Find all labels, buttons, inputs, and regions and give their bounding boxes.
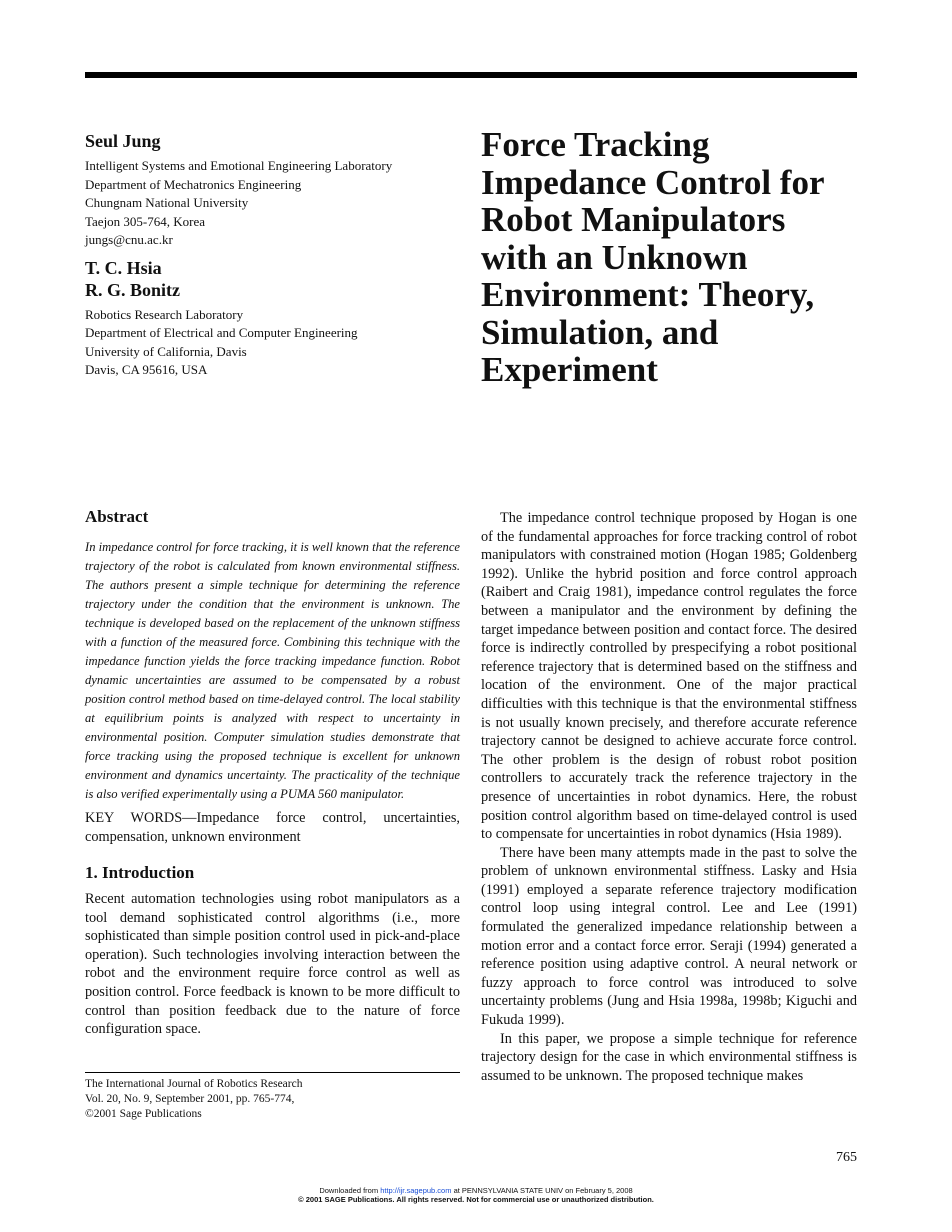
author-block — [85, 130, 465, 380]
affiliation-line: Davis, CA 95616, USA — [85, 362, 208, 377]
title-line: with an Unknown — [481, 237, 748, 277]
abstract-heading: Abstract — [85, 507, 149, 526]
source-link[interactable]: http://ijr.sagepub.com — [380, 1186, 452, 1195]
affiliation — [85, 306, 465, 380]
download-prefix: Downloaded from — [319, 1186, 381, 1195]
author-name: T. C. Hsia — [85, 257, 162, 278]
body-paragraph: In this paper, we propose a simple technique for reference trajectory design for the case in which environmental stiffness is assumed to be unknown. The proposed technique makes — [481, 1030, 857, 1084]
affiliation-line: University of California, Davis — [85, 343, 247, 359]
abstract-text: In impedance control for force tracking, it is well known that the reference trajectory of the robot is calculated from known environmental stiffness. The authors present a simple technique for determining the reference trajectory under the condition that the environment is unknown. The technique is developed based on the replacement of the unknown stiffness with a function of the measured force. Combining this technique with the impedance function yields the force tracking impedance function. Robot dynamic uncertainties are assumed to be compensated by a robust position control method based on time-delayed control. The local stability at equilibrium points is analyzed with respect to uncertainty in environmental position. Computer simulation studies demonstrate that force tracking using the proposed technique is excellent for unknown environment and dynamics uncertainty. The practicality of the technique is also verified experimentally using a PUMA 560 manipulator. — [85, 540, 460, 801]
title-line: Robot Manipulators — [481, 200, 786, 239]
body-paragraph: The impedance control technique proposed by Hogan is one of the fundamental approaches for force tracking control of robot manipulators with constrained motion (Hogan 1985; Goldenberg 1992). Unlike the hybrid position and force control approach (Raibert and Craig 1981), impedance control regulates the force between a manipulator and the environment by defining the target impedance between position and contact force. The desired force is indirectly controlled by prespecifying a robot positional reference trajectory that is determined based on the stiffness and location of the environment. One of the major practical difficulties with this technique is that the environmental stiffness is not usually known precisely, and therefore accurate reference trajectory cannot be designed to achieve accurate force control. The other problem is the design of robust robot position controllers to accurately track the reference trajectory in the presence of uncertainties in robot dynamics. Here, the robust position control algorithm based on time-delayed control is used to compensate for uncertainties in robot dynamics (Hsia 1989). — [481, 510, 857, 843]
affiliation-line: Taejon 305-764, Korea — [85, 213, 206, 229]
affiliation-line: Department of Electrical and Computer Engineering — [85, 325, 358, 340]
rights-notice: © 2001 SAGE Publications. All rights reserved. Not for commercial use or unauthorized distribution. — [298, 1195, 654, 1204]
author-name: Seul Jung — [85, 131, 161, 151]
journal-citation — [85, 1072, 460, 1122]
author-group — [85, 257, 465, 301]
journal-line: The International Journal of Robotics Research — [85, 1078, 303, 1090]
author-name: R. G. Bonitz — [85, 279, 181, 300]
affiliation — [85, 157, 465, 250]
title-line: Impedance Control for — [481, 162, 825, 202]
journal-line: Vol. 20, No. 9, September 2001, pp. 765-774, — [85, 1093, 295, 1105]
left-column — [85, 506, 460, 1039]
affiliation-line: Department of Mechatronics Engineering — [85, 176, 302, 192]
paper-title — [481, 126, 861, 389]
body-paragraph: There have been many attempts made in the past to solve the problem of unknown environmental stiffness. Lasky and Hsia (1991) employed a separate reference trajectory modification control loop using integral control. Lee and Lee (1991) formulated the generalized impedance relationship between a motion error and a contact force error. Seraji (1994) generated a reference position using adaptive control. A neural network or fuzzy approach to force control was introduced to solve uncertainty problems (Jung and Hsia 1998a, 1998b; Kiguchi and Fukuda 1999). — [481, 844, 857, 1029]
affiliation-line: Robotics Research Laboratory — [85, 306, 244, 322]
download-notice — [0, 1186, 952, 1204]
intro-paragraph: Recent automation technologies using robot manipulators as a tool demand sophisticated control algorithms (i.e., more sophisticated than simple position control used in pick-and-place operation). Such technologies involving interaction between the robot and the environment require force control as well as position control. Force feedback is known to be more difficult to control than position feedback due to the nature of force configuration space. — [85, 891, 460, 1038]
title-line: Experiment — [481, 350, 658, 389]
section-heading-introduction: 1. Introduction — [85, 863, 195, 882]
page-number: 765 — [836, 1150, 857, 1165]
author-email: jungs@cnu.ac.kr — [85, 232, 173, 247]
title-line: Force Tracking — [481, 125, 710, 164]
download-suffix: at PENNSYLVANIA STATE UNIV on February 5, 2008 — [451, 1186, 633, 1195]
affiliation-line: Chungnam National University — [85, 195, 249, 210]
right-column — [481, 509, 857, 1085]
keywords: KEY WORDS—Impedance force control, uncertainties, compensation, unknown environment — [85, 810, 460, 845]
affiliation-line: Intelligent Systems and Emotional Engineering Laboratory — [85, 158, 393, 173]
title-line: Simulation, and — [481, 312, 719, 352]
top-rule — [85, 72, 857, 78]
journal-line: ©2001 Sage Publications — [85, 1108, 202, 1120]
title-line: Environment: Theory, — [481, 275, 815, 314]
